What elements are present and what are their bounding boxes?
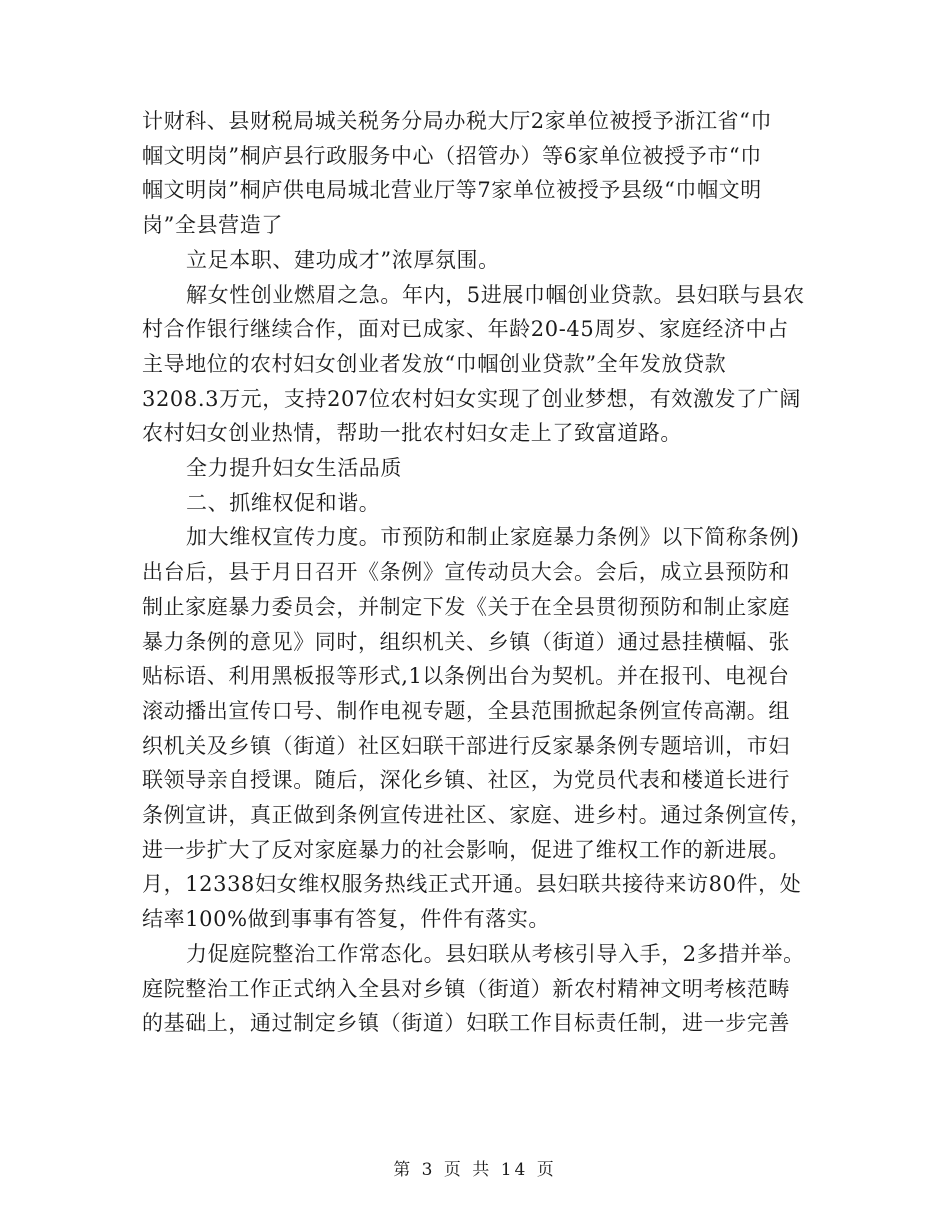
text-line: 帼文明岗”桐庐供电局城北营业厅等7家单位被授予县级“巾帼文明 xyxy=(142,178,762,203)
page-footer xyxy=(0,1155,950,1180)
text-line: 进一步扩大了反对家庭暴力的社会影响，促进了维权工作的新进展。 xyxy=(142,837,790,862)
text-line: 出台后，县于月日召开《条例》宣传动员大会。会后，成立县预防和 xyxy=(142,560,790,585)
paragraph xyxy=(142,243,814,278)
paragraph xyxy=(142,937,814,1041)
text-line: 制止家庭暴力委员会，并制定下发《关于在全县贯彻预防和制止家庭 xyxy=(142,594,790,619)
page-number-label: 第 3 页 共 14 页 xyxy=(393,1160,557,1180)
text-line: 村合作银行继续合作，面对已成家、年龄20-45周岁、家庭经济中占 xyxy=(142,317,789,342)
paragraph xyxy=(142,104,814,243)
text-line: 力促庭院整治工作常态化。县妇联从考核引导入手，2多措并举。 xyxy=(186,941,805,966)
text-line: 3208.3万元，支持207位农村妇女实现了创业梦想，有效激发了广阔 xyxy=(142,386,801,411)
text-line: 加大维权宣传力度。市预防和制止家庭暴力条例》以下简称条例) xyxy=(186,525,800,550)
text-line: 农村妇女创业热情，帮助一批农村妇女走上了致富道路。 xyxy=(142,421,682,446)
text-line: 主导地位的农村妇女创业者发放“巾帼创业贷款”全年发放贷款 xyxy=(142,351,727,376)
document-body xyxy=(142,104,814,1041)
text-line: 贴标语、利用黑板报等形式,1以条例出台为契机。并在报刊、电视台 xyxy=(142,664,790,689)
text-line: 联领导亲自授课。随后，深化乡镇、社区，为党员代表和楼道长进行 xyxy=(142,768,790,793)
text-line: 结率100%做到事事有答复，件件有落实。 xyxy=(142,907,551,932)
text-line: 条例宣讲，真正做到条例宣传进社区、家庭、进乡村。通过条例宣传， xyxy=(142,803,812,828)
text-line: 解女性创业燃眉之急。年内，5进展巾帼创业贷款。县妇联与县农 xyxy=(186,282,805,307)
text-line: 计财科、县财税局城关税务分局办税大厅2家单位被授予浙江省“巾 xyxy=(142,109,773,133)
paragraph xyxy=(142,486,814,521)
text-line: 全力提升妇女生活品质 xyxy=(186,456,402,481)
text-line: 月，12338妇女维权服务热线正式开通。县妇联共接待来访80件，处 xyxy=(142,872,802,897)
text-line: 岗”全县营造了 xyxy=(142,213,283,238)
text-line: 滚动播出宣传口号、制作电视专题，全县范围掀起条例宣传高潮。组 xyxy=(142,698,790,723)
text-line: 庭院整治工作正式纳入全县对乡镇（街道）新农村精神文明考核范畴 xyxy=(142,976,790,1001)
text-line: 帼文明岗”桐庐县行政服务中心（招管办）等6家单位被授予市“巾 xyxy=(142,143,762,168)
text-line: 立足本职、建功成才”浓厚氛围。 xyxy=(186,247,500,272)
paragraph xyxy=(142,451,814,486)
paragraph xyxy=(142,520,814,936)
text-line: 织机关及乡镇（街道）社区妇联干部进行反家暴条例专题培训，市妇 xyxy=(142,733,790,758)
text-line: 二、抓维权促和谐。 xyxy=(186,490,381,515)
text-line: 的基础上，通过制定乡镇（街道）妇联工作目标责任制，进一步完善 xyxy=(142,1011,790,1036)
text-line: 暴力条例的意见》同时，组织机关、乡镇（街道）通过悬挂横幅、张 xyxy=(142,629,790,654)
paragraph xyxy=(142,278,814,452)
